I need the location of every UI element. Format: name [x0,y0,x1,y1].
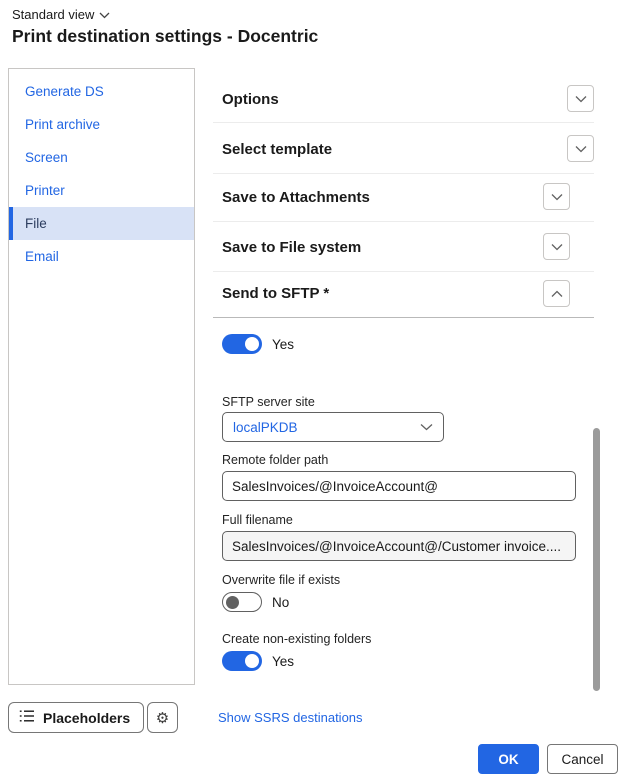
sidebar-item-print-archive[interactable] [9,108,194,141]
sidebar-item-label: Generate DS [25,84,104,99]
full-filename-value: SalesInvoices/@InvoiceAccount@/Customer invoice.... [232,538,562,554]
sftp-enabled-toggle[interactable] [222,334,262,354]
section-send-to-sftp-collapse-button[interactable] [543,280,570,307]
chevron-down-icon [575,145,587,153]
view-selector-dropdown[interactable] [12,7,110,22]
full-filename-input [222,531,576,561]
ok-button[interactable]: OK [478,744,539,774]
section-save-to-attachments [213,174,594,222]
section-send-to-sftp [213,272,594,318]
section-send-to-sftp-title: Send to SFTP * [222,285,330,302]
placeholders-button-label: Placeholders [43,709,131,726]
settings-button[interactable] [147,702,178,733]
sidebar-item-generate-ds[interactable] [9,75,194,108]
section-select-template-expand-button[interactable] [567,135,594,162]
show-ssrs-destinations-link[interactable]: Show SSRS destinations [218,710,363,725]
sidebar-item-label: Screen [25,150,68,165]
overwrite-file-label: Overwrite file if exists [222,573,341,587]
overwrite-file-toggle-label: No [272,595,290,610]
sidebar-item-label: Print archive [25,117,101,132]
list-icon [19,709,35,726]
sidebar-item-screen[interactable] [9,141,194,174]
overwrite-file-toggle[interactable] [222,592,262,612]
chevron-down-icon [551,193,563,201]
section-options-expand-button[interactable] [567,85,594,112]
sftp-server-site-value: localPKDB [233,419,298,435]
section-save-to-attachments-expand-button[interactable] [543,183,570,210]
chevron-down-icon [551,243,563,251]
section-save-to-attachments-title: Save to Attachments [222,189,370,206]
sftp-server-site-select[interactable] [222,412,444,442]
sidebar-item-label: File [25,216,47,231]
vertical-scrollbar[interactable] [593,428,600,691]
sidebar-item-label: Email [25,249,59,264]
sidebar-item-file[interactable] [9,207,194,240]
create-folders-toggle-label: Yes [272,654,295,669]
section-options [213,75,594,123]
create-folders-toggle[interactable] [222,651,262,671]
placeholders-button[interactable] [8,702,144,733]
chevron-down-icon [420,418,433,436]
cancel-button[interactable]: Cancel [547,744,618,774]
section-select-template [213,123,594,174]
page-title: Print destination settings - Docentric [12,26,319,46]
view-selector-label: Standard view [12,7,95,22]
destination-sidebar [8,68,195,685]
sftp-server-site-label: SFTP server site [222,395,315,409]
full-filename-label: Full filename [222,513,293,527]
sidebar-item-printer[interactable] [9,174,194,207]
gear-icon: ⚙ [155,709,170,727]
sidebar-item-label: Printer [25,183,65,198]
remote-folder-path-value: SalesInvoices/@InvoiceAccount@ [232,478,439,494]
chevron-up-icon [551,290,563,298]
section-select-template-title: Select template [222,141,333,158]
remote-folder-path-input[interactable] [222,471,576,501]
sidebar-item-email[interactable] [9,240,194,273]
section-options-title: Options [222,91,279,108]
chevron-down-icon [99,7,110,22]
section-save-to-file-system [213,222,594,272]
section-save-to-file-system-title: Save to File system [222,239,362,256]
section-save-to-file-system-expand-button[interactable] [543,233,570,260]
create-folders-label: Create non-existing folders [222,632,372,646]
remote-folder-path-label: Remote folder path [222,453,329,467]
chevron-down-icon [575,95,587,103]
sftp-enabled-toggle-label: Yes [272,337,295,352]
